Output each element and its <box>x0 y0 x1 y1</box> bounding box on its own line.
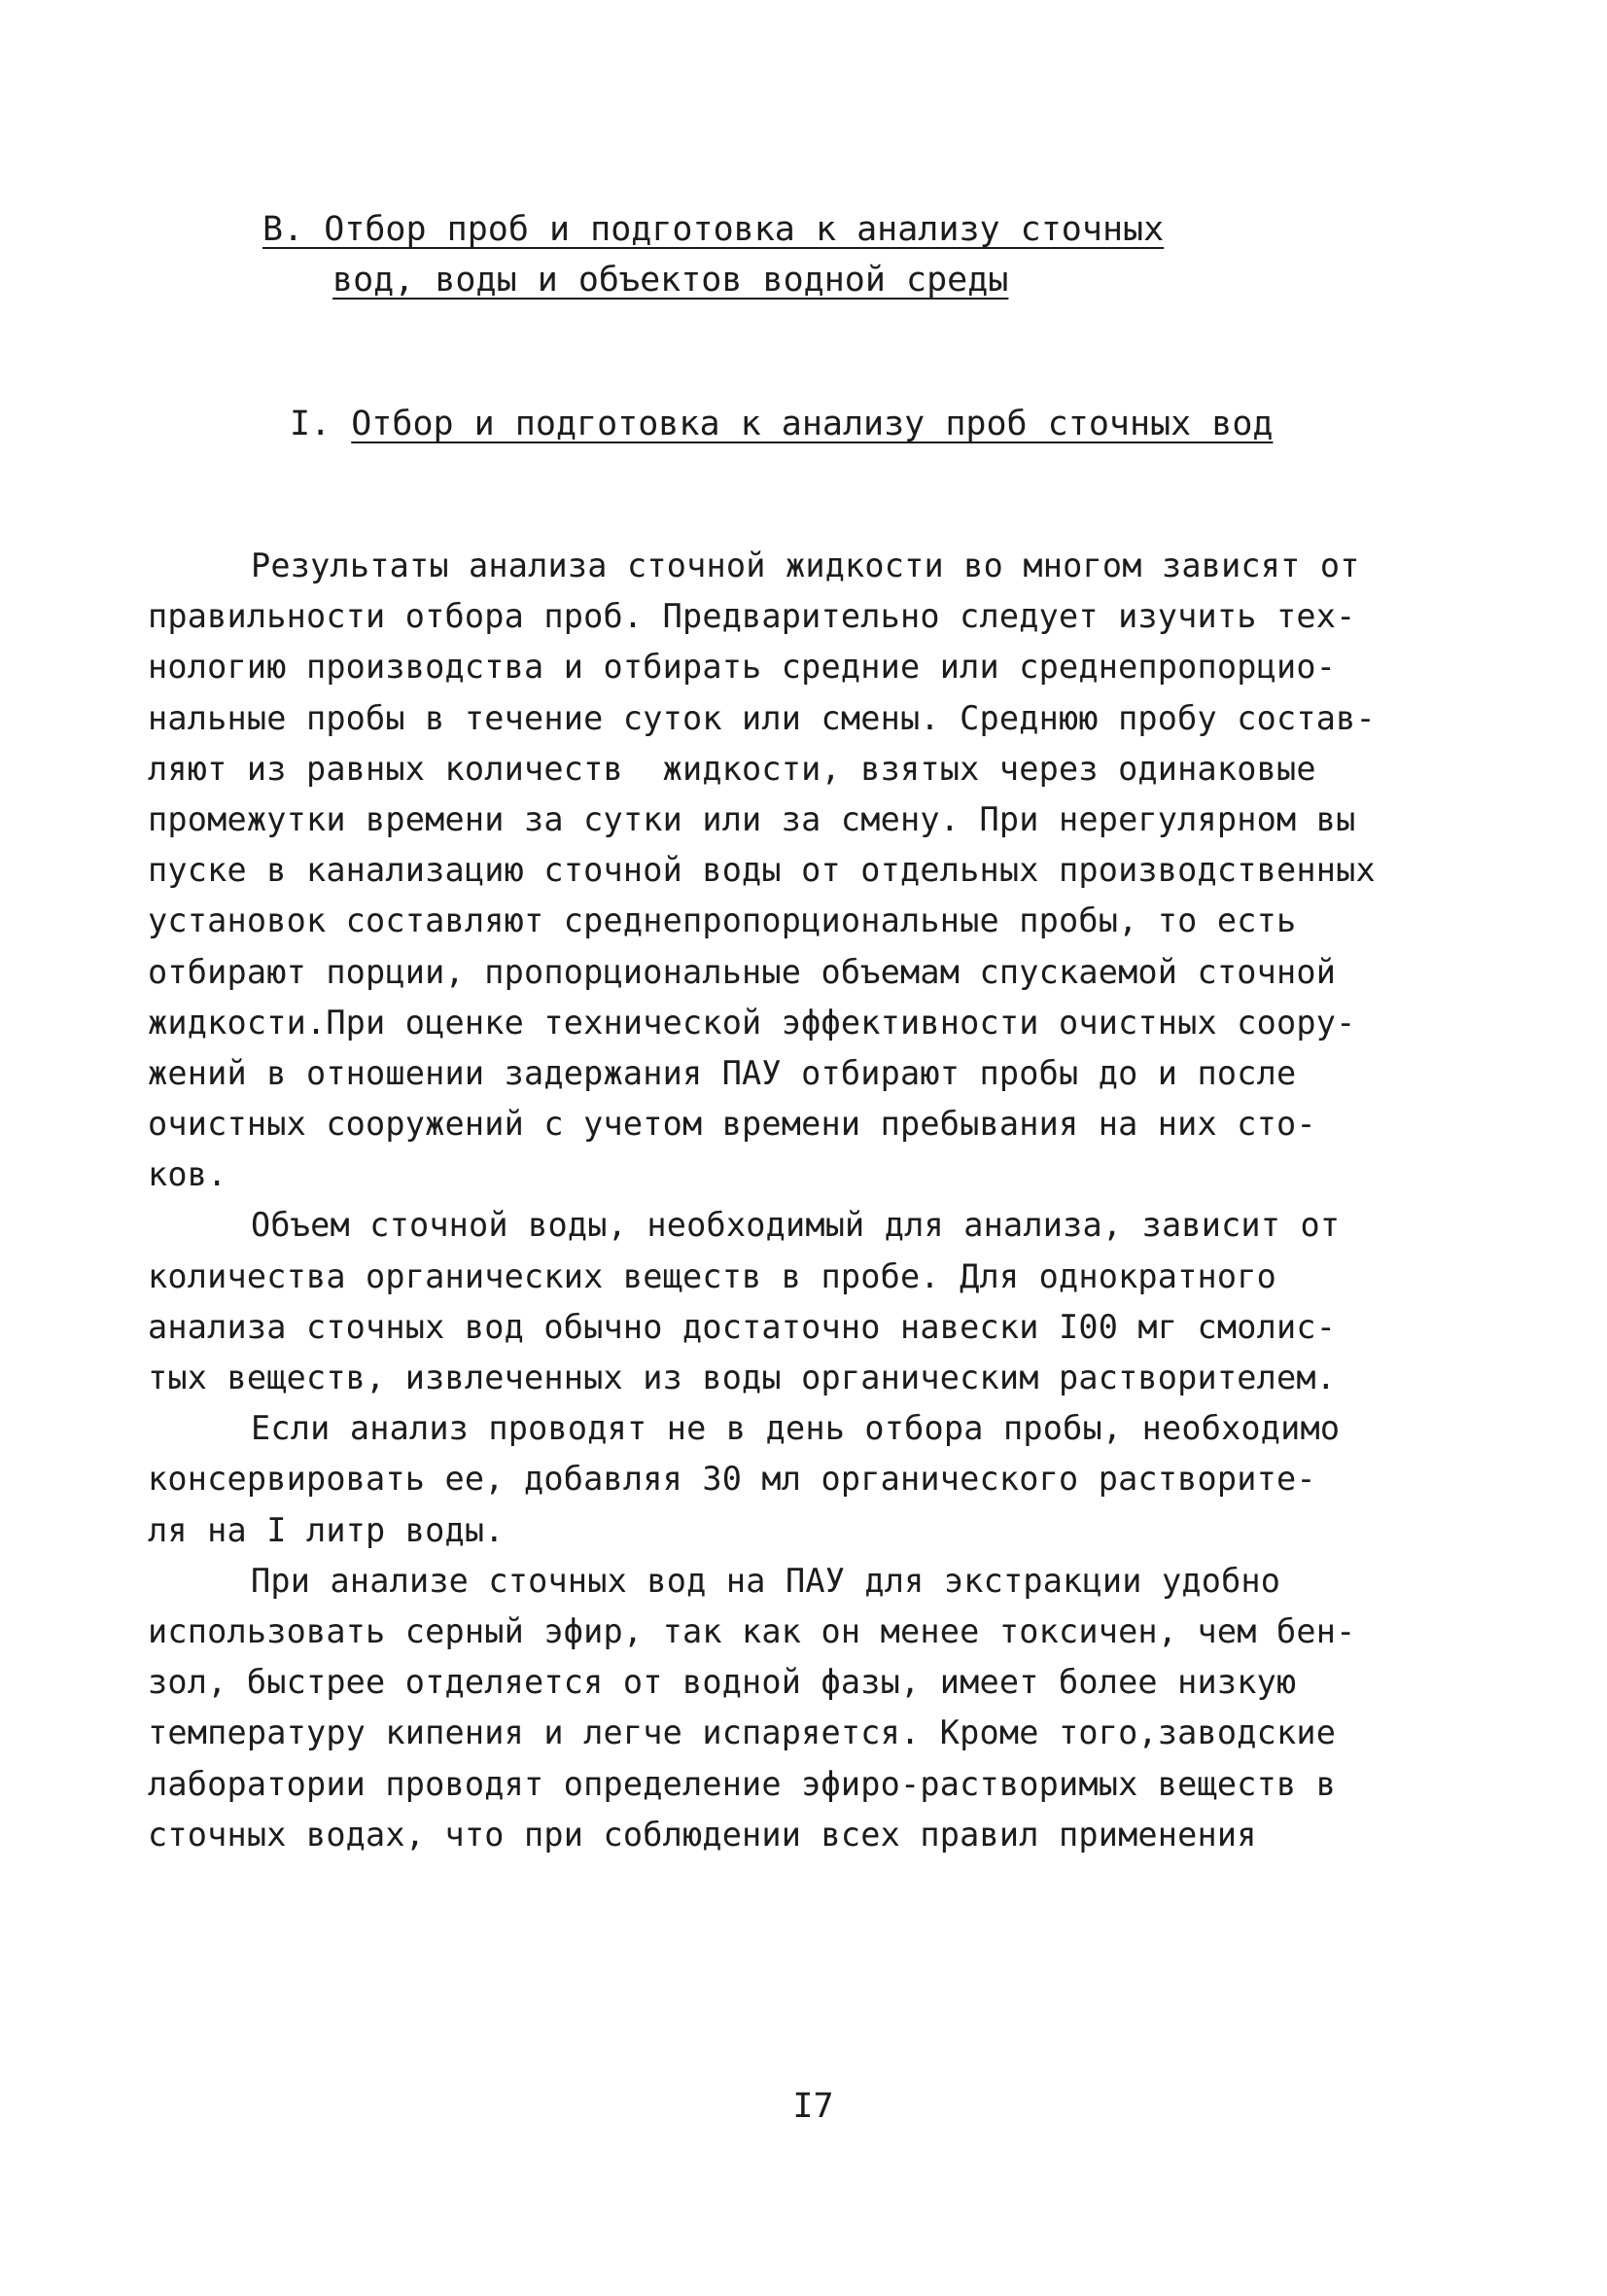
text-line: температуру кипения и легче испаряется. Кроме того,заводские <box>148 1713 1337 1752</box>
subsection-heading <box>290 399 1273 449</box>
text-line: ля на I литр воды. <box>148 1510 505 1549</box>
text-line: ков. <box>148 1155 227 1194</box>
text-line: количества органических веществ в пробе. Для однократного <box>148 1256 1277 1295</box>
text-line: правильности отбора проб. Предварительно следует изучить тех- <box>148 597 1356 636</box>
text-line: установок составляют среднепропорциональные пробы, то есть <box>148 901 1297 940</box>
page-number: I7 <box>792 2087 834 2126</box>
text-line: сточных водах, что при соблюдении всех правил применения <box>148 1815 1257 1854</box>
text-line: зол, быстрее отделяется от водной фазы, имеет более низкую <box>148 1663 1297 1702</box>
text-line: пуске в канализацию сточной воды от отдельных производственных <box>148 851 1376 890</box>
text-line: анализа сточных вод обычно достаточно навески I00 мг смолис- <box>148 1307 1337 1346</box>
text-line: отбирают порции, пропорциональные объемам спускаемой сточной <box>148 952 1337 991</box>
text-line: очистных сооружений с учетом времени пребывания на них сто- <box>148 1105 1316 1144</box>
text-line: Результаты анализа сточной жидкости во многом зависят от <box>251 547 1360 584</box>
text-line: жений в отношении задержания ПАУ отбирают пробы до и после <box>148 1053 1297 1092</box>
section-heading-line-2: вод, воды и объектов водной среды <box>332 261 1009 300</box>
text-line: ляют из равных количеств жидкости, взятых через одинаковые <box>148 749 1316 788</box>
text-line: использовать серный эфир, так как он менее токсичен, чем бен- <box>148 1611 1356 1650</box>
subsection-number: I. <box>290 405 332 443</box>
text-line: Если анализ проводят не в день отбора пробы, необходимо <box>251 1409 1341 1448</box>
subsection-title: Отбор и подготовка к анализу проб сточных вод <box>351 405 1274 443</box>
text-line: нальные пробы в течение суток или смены. Среднюю пробу состав- <box>148 698 1376 737</box>
text-line: тых веществ, извлеченных из воды органическим растворителем. <box>148 1359 1337 1396</box>
text-line: нологию производства и отбирать средние или среднепропорцио- <box>148 648 1337 687</box>
text-line: промежутки времени за сутки или за смену. При нерегулярном вы <box>148 799 1356 838</box>
section-heading-line-1: В. Отбор проб и подготовка к анализу сточных <box>262 210 1165 249</box>
text-line: При анализе сточных вод на ПАУ для экстракции удобно <box>251 1561 1281 1600</box>
body-text <box>148 541 1480 1860</box>
text-line: Объем сточной воды, необходимый для анализа, зависит от <box>251 1206 1341 1245</box>
text-line: жидкости.При оценке технической эффективности очистных соору- <box>148 1003 1356 1042</box>
section-heading <box>262 204 1235 305</box>
text-line: консервировать ее, добавляя 30 мл органического растворите- <box>148 1460 1316 1499</box>
text-line: лаборатории проводят определение эфиро-растворимых веществ в <box>148 1764 1337 1803</box>
